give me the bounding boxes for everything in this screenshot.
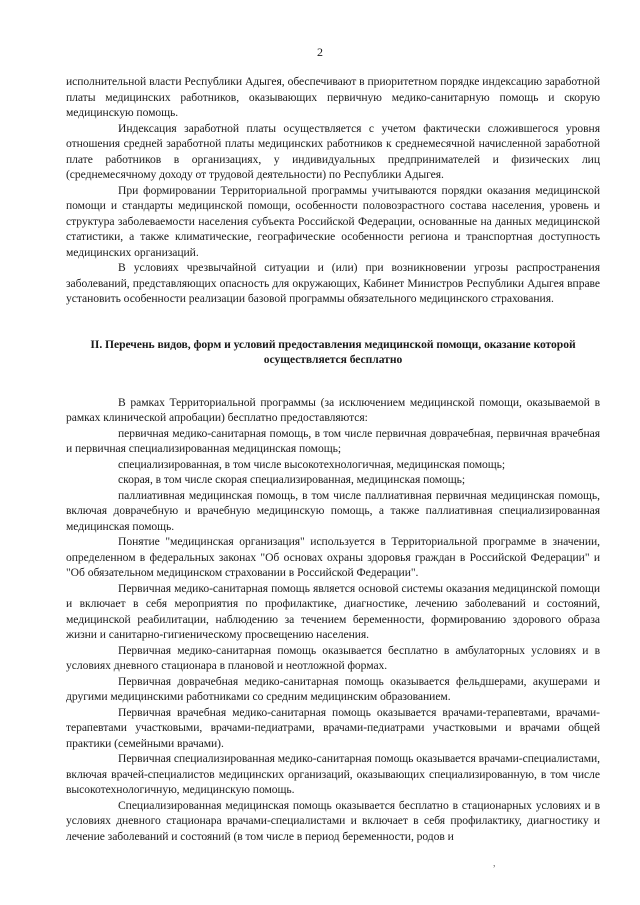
page-number: 2 bbox=[317, 45, 323, 59]
paragraph: Специализированная медицинская помощь оказывается бесплатно в стационарных условиях и в условиях дневного стационара врачами-специалистами и включает в себя профилактику, диагностику и лечение заболеваний и состояний (в том числе в период беременности, родов и bbox=[66, 798, 600, 843]
paragraph: Первичная специализированная медико-санитарная помощь оказывается врачами-специалистами, включая врачей-специалистов медицинских организаций, оказывающих специализированную, в том числе высокотехнологичную, медицинскую помощь. bbox=[66, 752, 600, 796]
paragraph: Первичная медико-санитарная помощь является основой системы оказания медицинской помощи и включает в себя мероприятия по профилактике, диагностике, лечению заболеваний и состояний, медицинской реабилитации, наблюдению за течением беременности, формированию здорового образа жизни и санитарно-гигиеническому просвещению населения. bbox=[66, 581, 600, 641]
list-item: первичная медико-санитарная помощь, в том числе первичная доврачебная, первичная врачебная и первичная специализированная медицинская помощь; bbox=[66, 426, 600, 455]
paragraph: Первичная врачебная медико-санитарная помощь оказывается врачами-терапевтами, врачами-терапевтами участковыми, врачами-педиатрами, врачами-педиатрами участковыми и врачами общей практики (семейными врачами). bbox=[66, 705, 600, 750]
list-item: паллиативная медицинская помощь, в том числе паллиативная первичная медицинская помощь, включая доврачебную и врачебную медицинскую помощь, а также паллиативная специализированная медицинская помощь. bbox=[66, 488, 600, 533]
paragraph: В условиях чрезвычайной ситуации и (или) при возникновении угрозы распространения заболеваний, представляющих опасность для окружающих, Кабинет Министров Республики Адыгея вправе установить особенности реализации базовой программы обязательного медицинского страхования. bbox=[66, 261, 600, 305]
section-heading: II. Перечень видов, форм и условий предоставления медицинской помощи, оказание которой осуществляется бесплатно bbox=[90, 337, 576, 366]
list-item: скорая, в том числе скорая специализированная, медицинская помощь; bbox=[118, 473, 466, 486]
paragraph: Индексация заработной платы осуществляется с учетом фактически сложившегося уровня отношения средней заработной платы медицинских работников к среднемесячной начисленной заработной плате работников в организациях, у индивидуальных предпринимателей и физических лиц (среднемесячному доходу от трудовой деятельности) по Республики Адыгея. bbox=[66, 121, 600, 181]
paragraph: Первичная медико-санитарная помощь оказывается бесплатно в амбулаторных условиях и в условиях дневного стационара в плановой и неотложной формах. bbox=[66, 643, 600, 672]
scan-mark: , bbox=[493, 858, 496, 869]
paragraph: Первичная доврачебная медико-санитарная помощь оказывается фельдшерами, акушерами и другими медицинскими работниками со средним медицинским образованием. bbox=[66, 674, 600, 703]
paragraph: Понятие "медицинская организация" используется в Территориальной программе в значении, определенном в федеральных законах "Об основах охраны здоровья граждан в Российской Федерации" и "Об обязательном медицинском страховании в Российской Федерации". bbox=[66, 535, 600, 579]
paragraph: При формировании Территориальной программы учитываются порядки оказания медицинской помощи и стандарты медицинской помощи, особенности половозрастного состава населения, уровень и структура заболеваемости населения субъекта Российской Федерации, основанные на данных медицинской статистики, а также климатические, географические особенности региона и транспортная доступность медицинских организаций. bbox=[66, 183, 600, 259]
paragraph: В рамках Территориальной программы (за исключением медицинской помощи, оказываемой в рамках клинической апробации) бесплатно предоставляются: bbox=[66, 395, 600, 424]
paragraph: исполнительной власти Республики Адыгея, обеспечивают в приоритетном порядке индексацию заработной платы медицинских работников, оказывающих первичную медико-санитарную помощь и скорую медицинскую помощь. bbox=[66, 75, 600, 119]
document-body bbox=[66, 74, 600, 844]
list-item: специализированная, в том числе высокотехнологичная, медицинская помощь; bbox=[118, 457, 506, 471]
